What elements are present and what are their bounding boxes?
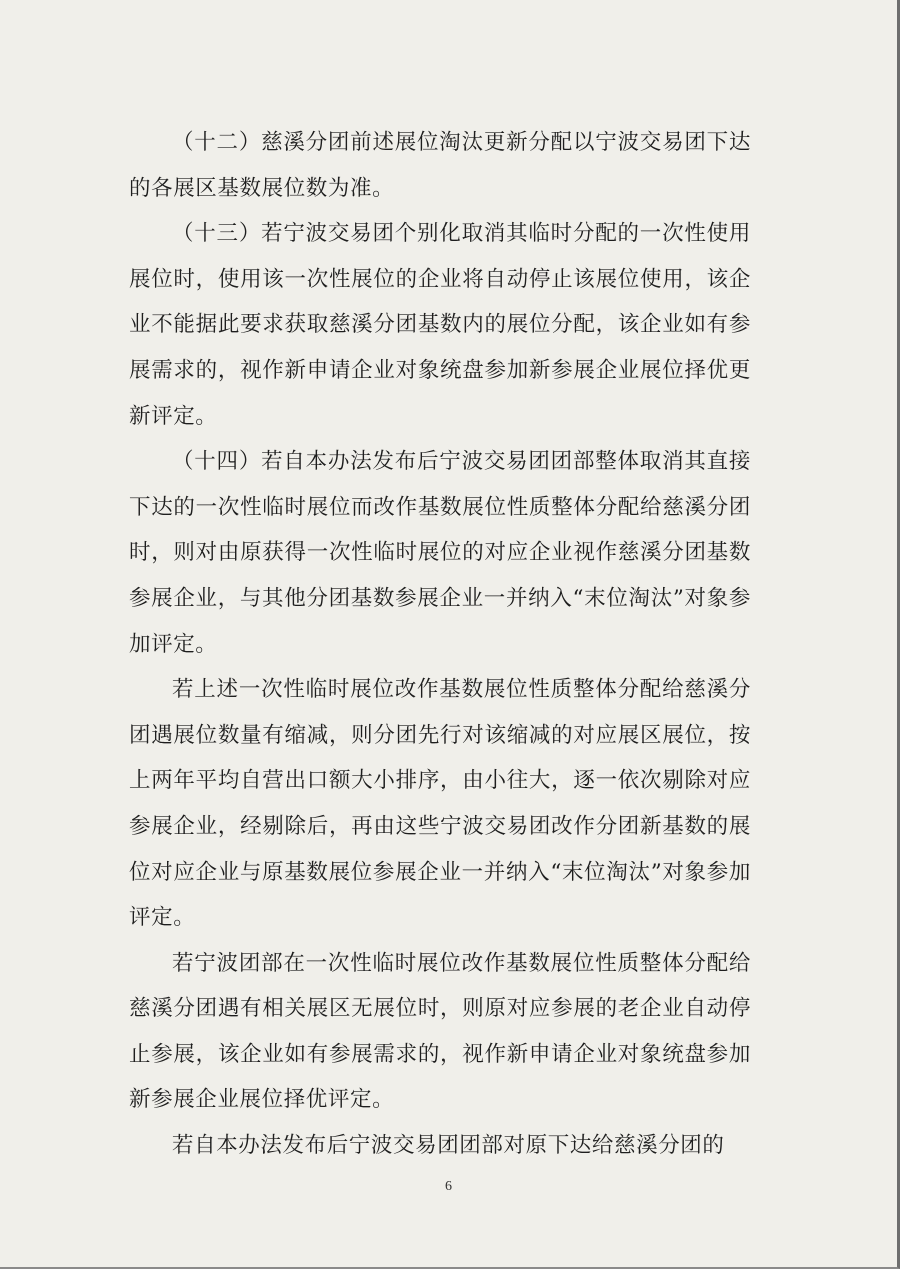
paragraph-13: （十三）若宁波交易团个别化取消其临时分配的一次性使用展位时，使用该一次性展位的企业将自动停止该展位使用，该企业不能据此要求获取慈溪分团基数内的展位分配，该企业如有参展需求的，视作新申请企业对象统盘参加新参展企业展位择优更新评定。 — [129, 221, 751, 429]
paragraph-14-no-booth: 若宁波团部在一次性临时展位改作基数展位性质整体分配给慈溪分团遇有相关展区无展位时，则原对应参展的老企业自动停止参展，该企业如有参展需求的，视作新申请企业对象统盘参加新参展企业展位择优评定。 — [129, 950, 751, 1113]
paragraph-12: （十二）慈溪分团前述展位淘汰更新分配以宁波交易团下达的各展区基数展位数为准。 — [129, 130, 751, 201]
page-number: 6 — [445, 1179, 452, 1194]
paragraph-14-continued: 若自本办法发布后宁波交易团团部对原下达给慈溪分团的 — [172, 1133, 725, 1159]
paragraph-14: （十四）若自本办法发布后宁波交易团团部整体取消其直接下达的一次性临时展位而改作基数展位性质整体分配给慈溪分团时，则对由原获得一次性临时展位的对应企业视作慈溪分团基数参展企业，与其他分团基数参展企业一并纳入“末位淘汰”对象参加评定。 — [129, 449, 751, 657]
paragraph-14-reduction: 若上述一次性临时展位改作基数展位性质整体分配给慈溪分团遇展位数量有缩减，则分团先行对该缩减的对应展区展位，按上两年平均自营出口额大小排序，由小往大，逐一依次剔除对应参展企业，经剔除后，再由这些宁波交易团改作分团新基数的展位对应企业与原基数展位参展企业一并纳入“末位淘汰”对象参加评定。 — [129, 677, 751, 931]
document-body — [129, 120, 751, 1169]
